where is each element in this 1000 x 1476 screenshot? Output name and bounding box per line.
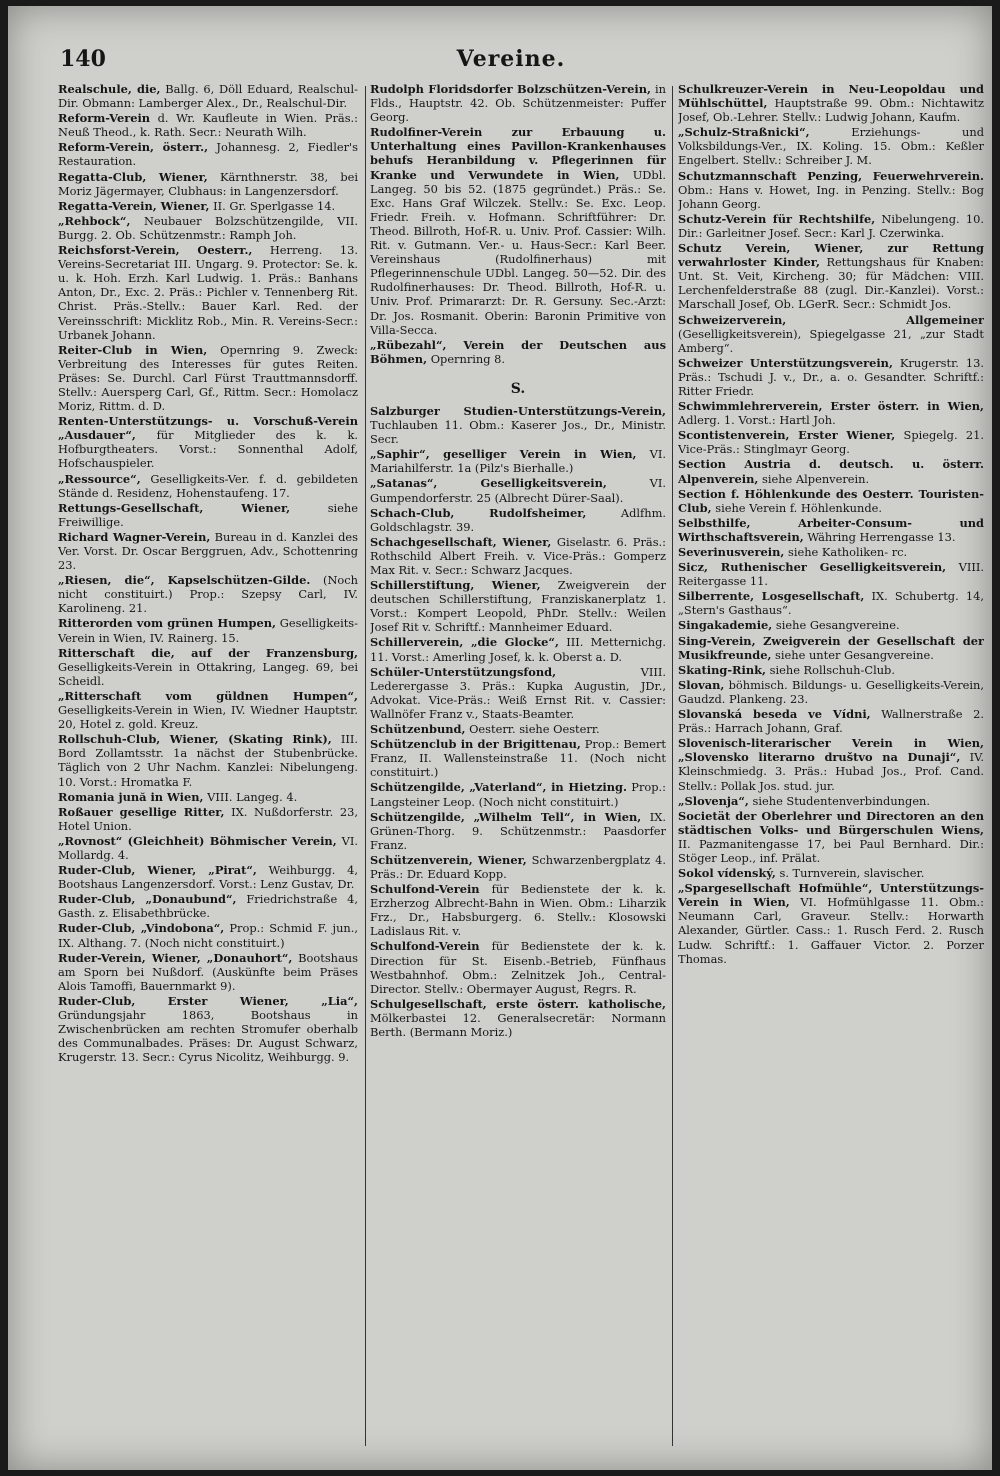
entry-heading: Ruder-Club, Wiener, „Pirat“, [58,863,257,878]
directory-entry [678,736,984,792]
entry-text: VI. Gumpendorferstr. 25 (Albrecht Dürer-Saal). [370,476,666,505]
entry-text: (Geselligkeitsverein), Spiegelgasse 21, „zur Stadt Amberg“. [678,326,984,355]
entry-heading: Selbsthilfe, Arbeiter-Consum- und Wirthschaftsverein, [678,515,984,544]
entry-heading: „Slovenja“, [678,793,749,808]
directory-entry [370,635,666,663]
entry-text: Geselligkeits-Verein in Wien, IV. Wiedner Hauptstr. 20, Hotel z. gold. Kreuz. [58,703,358,732]
directory-entry [370,476,666,504]
entry-text: siehe unter Gesangvereine. [775,647,934,662]
directory-entry [678,169,984,211]
entry-text: Schwarzenbergplatz 4. Präs.: Dr. Eduard Kopp. [370,852,666,881]
entry-text: VI. Hofmühlgasse 11. Obm.: Neumann Carl, Graveur. Stellv.: Horwarth Alexander, Gürtler. Cass.: 1. Rusch Ferd. 2. Rusch Ludw. Schriftf.: 1. Gaffauer Victor. 2. Porzer Thomas. [678,895,984,966]
directory-entry [678,487,984,515]
entry-text: siehe Gesangvereine. [775,618,900,633]
entry-text: Weihburgg. 4, Bootshaus Langenzersdorf. Vorst.: Lenz Gustav, Dr. [58,863,358,892]
entry-text: VIII. Langeg. 4. [207,789,298,804]
entry-heading: „Spargesellschaft Hofmühle“, Unterstützungs-Verein in Wien, [678,881,984,910]
entry-heading: Sicz, Ruthenischer Geselligkeitsverein, [678,560,947,575]
entry-text: siehe Katholiken- rc. [787,545,908,559]
directory-entry [678,809,984,865]
entry-text: III. Bord Zollamtsstr. 1a nächst der Stubenbrücke. Täglich von 2 Uhr Nachm. Kanzlei: Nibelungeng. 10. Vorst.: Hromatka F. [58,732,358,789]
entry-text: IX. Schubertg. 14, „Stern's Gasthaus“. [678,589,984,618]
directory-entry [58,834,358,862]
entry-text: siehe Rollschuh-Club. [769,662,895,677]
directory-entry [370,447,666,475]
directory-entry [678,516,984,544]
entry-text: Geselligkeits-Ver. f. d. gebildeten Stände d. Residenz, Hohenstaufeng. 17. [58,471,358,500]
entry-text: (Noch nicht constituirt.) Prop.: Szepsy Carl, IV. Karolineng. 21. [58,573,358,616]
entry-text: Tuchlauben 11. Obm.: Kaserer Jos., Dr., Ministr. Secr. [370,418,666,447]
entry-heading: Ruder-Club, Erster Wiener, „Lia“, [58,993,358,1008]
directory-entry [370,722,666,736]
entry-heading: Section Austria d. deutsch. u. österr. Alpenverein, [678,457,984,486]
entry-text: Bootshaus am Sporn bei Nußdorf. (Auskünfte beim Präses Alois Tamoffi, Bauernmarkt 9). [58,950,358,993]
entry-text: Neubauer Bolzschützengilde, VII. Burgg. 2. Ob. Schützenmstr.: Ramph Joh. [58,213,358,242]
entry-heading: Schutzmannschaft Penzing, Feuerwehrverein. [678,168,984,183]
entry-heading: Ruder-Verein, Wiener, „Donauhort“, [58,950,293,965]
entry-text: Adlerg. 1. Vorst.: Hartl Joh. [678,413,836,428]
entry-heading: Richard Wagner-Verein, [58,529,211,544]
directory-entry [370,853,666,881]
directory-entry [678,663,984,677]
entry-text: für Bedienstete der k. k. Erzherzog Albrecht-Bahn in Wien. Obm.: Liharzik Frz., Dr., Habsburgerg. 6. Stellv.: Klosowski Ladislaus Rit. v. [370,882,666,939]
directory-entry [370,338,666,366]
directory-entry [58,111,358,139]
entry-text: Hauptstraße 99. Obm.: Nichtawitz Josef, Ob.-Lehrer. Stellv.: Ludwig Johann, Kaufm. [678,96,984,125]
directory-entry [678,707,984,735]
entry-text: Ballg. 6, Döll Eduard, Realschul-Dir. Obmann: Lamberger Alex., Dr., Realschul-Dir. [58,82,358,111]
column-2 [370,82,666,1452]
entry-text: Johannesg. 2, Fiedler's Restauration. [58,140,358,169]
entry-text: böhmisch. Bildungs- u. Geselligkeits-Verein, Gaudzd. Plankeng. 23. [678,677,984,706]
entry-text: Wallnerstraße 2. Präs.: Harrach Johann, Graf. [678,707,984,736]
directory-page [8,6,992,1470]
entry-text: Prop.: Bemert Franz, II. Wallensteinstraße 11. (Noch nicht constituirt.) [370,737,666,780]
entry-heading: Slovenisch-literarischer Verein in Wien, „Slovensko literarno društvo na Dunaji“, [678,736,984,765]
directory-entry [678,82,984,124]
entry-heading: Societät der Oberlehrer und Directoren an den städtischen Volks- und Bürgerschulen Wiens, [678,808,984,837]
entry-heading: „Ritterschaft vom güldnen Humpen“, [58,688,358,703]
entry-text: UDbl. Langeg. 50 bis 52. (1875 gegründet.) Präs.: Se. Exc. Hans Graf Wilczek. Stellv.: Se. Exc. Leop. Friedr. Freih. v. Hofmann. Schriftführer: Dr. Theod. Billroth, Hof-R. u. Univ. Prof. Cassier: Wilh. Rit. v. Gutmann. Ver.- u. Haus-Secr.: Karl Beer. Vereinshaus (Rudolfinerhaus) mit Pflegerinnenschule UDbl. Langeg. 50—52. Dir. des Rudolfinerhauses: Dr. Theod. Billroth, Hof-R. u. Univ. Prof. Primararzt: Dr. R. Gersuny. Sec.-Arzt: Dr. Jos. Rosmanit. Oberin: Baronin Primitive von Villa-Secca. [370,167,666,337]
column-3 [678,82,984,1452]
directory-entry [678,399,984,427]
entry-heading: Reichsforst-Verein, Oesterr., [58,243,253,258]
directory-entry [58,805,358,833]
entry-heading: „Rovnost“ (Gleichheit) Böhmischer Verein, [58,833,337,848]
entry-heading: Silberrente, Losgesellschaft, [678,589,865,604]
entry-heading: Singakademie, [678,618,773,633]
directory-entry [370,737,666,779]
entry-text: Geselligkeits-Verein in Wien, IV. Rainerg. 15. [58,616,358,645]
directory-entry [678,618,984,632]
entry-heading: Ruder-Club, „Donaubund“, [58,892,237,907]
entry-heading: Sokol vídenský, [678,866,776,881]
entry-heading: Schutz-Verein für Rechtshilfe, [678,211,876,226]
entry-heading: Schillerverein, „die Glocke“, [370,635,559,650]
entry-text: Adlfhm. Goldschlagstr. 39. [370,505,666,534]
directory-entry [58,689,358,731]
entry-text: Giselastr. 6. Präs.: Rothschild Albert Freih. v. Vice-Präs.: Gomperz Max Rit. v. Secr.: Schwarz Jacques. [370,534,666,577]
entry-heading: Schutz Verein, Wiener, zur Rettung verwahrloster Kinder, [678,241,984,270]
entry-heading: Sing-Verein, Zweigverein der Gesellschaft der Musikfreunde, [678,633,984,662]
entry-text: Erziehungs- und Volksbildungs-Ver., IX. Koling. 15. Obm.: Keßler Engelbert. Stellv.: Schreiber J. M. [678,125,984,168]
directory-entry [678,634,984,662]
entry-text: siehe Studentenverbindungen. [752,793,931,808]
entry-heading: Rudolph Floridsdorfer Bolzschützen-Verein, [370,82,651,96]
directory-entry [370,506,666,534]
entry-heading: „Riesen, die“, Kapselschützen-Gilde. [58,573,311,588]
entry-text: Nibelungeng. 10. Dir.: Garleitner Josef. Secr.: Karl J. Czerwinka. [678,211,984,240]
directory-entry [58,501,358,529]
entry-heading: Schweizer Unterstützungsverein, [678,355,893,370]
entry-heading: Schüler-Unterstützungsfond, [370,664,557,679]
entry-heading: Severinusverein, [678,545,785,559]
entry-text: IX. Nußdorferstr. 23, Hotel Union. [58,804,358,833]
entry-text: Gründungsjahr 1863, Bootshaus in Zwischenbrücken am rechten Stromufer oberhalb des Communalbades. Präses: Dr. August Schwarz, Krugerstr. 13. Secr.: Cyrus Nicolitz, Weihburgg. 9. [58,1008,358,1065]
directory-entry [58,994,358,1064]
entry-text: Friedrichstraße 4, Gasth. z. Elisabethbrücke. [58,892,358,921]
directory-entry [678,313,984,355]
entry-text: Krugerstr. 13. Präs.: Tschudi J. v., Dr., a. o. Gesandter. Schriftf.: Ritter Friedr. [678,355,984,398]
directory-entry [678,125,984,167]
directory-entry [370,125,666,336]
directory-entry [58,82,358,110]
entry-heading: Scontistenverein, Erster Wiener, [678,428,896,443]
entry-heading: Schweizerverein, Allgemeiner [678,312,984,327]
directory-entry [370,82,666,124]
entry-text: Rettungshaus für Knaben: Unt. St. Veit, Kircheng. 30; für Mädchen: VIII. Lerchenfelderstraße 88 (zugl. Dir.-Kanzlei). Vorst.: Marschall Josef, Ob. LGerR. Secr.: Schmidt Jos. [678,255,984,312]
directory-entry [678,457,984,485]
directory-entry [58,790,358,804]
directory-entry [678,356,984,398]
entry-text: VIII. Lederergasse 3. Präs.: Kupka Augustin, JDr., Advokat. Vice-Präs.: Weiß Ernst Rit. v. Cassier: Wallnöfer Franz v., Staats-Beamter. [370,664,666,721]
entry-text: s. Turnverein, slavischer. [779,866,925,881]
entry-text: Mölkerbastei 12. Generalsecretär: Normann Berth. (Bermann Moriz.) [370,1010,666,1039]
entry-text: Zweigverein der deutschen Schillerstiftung, Franziskanerplatz 1. Vorst.: Kompert Leopold, PhDr. Stellv.: Weilen Josef Rit v. Schriftf.: Mannheimer Eduard. [370,578,666,635]
entry-heading: „Ressource“, [58,471,141,486]
entry-heading: Schulgesellschaft, erste österr. katholische, [370,996,666,1011]
entry-heading: Schachgesellschaft, Wiener, [370,534,552,549]
entry-heading: Schwimmlehrerverein, Erster österr. in Wien, [678,399,984,414]
entry-heading: Ritterschaft die, auf der Franzensburg, [58,645,358,660]
directory-entry [370,665,666,721]
entry-heading: „Satanas“, Geselligkeitsverein, [370,476,607,491]
entry-text: Bureau in d. Kanzlei des Ver. Vorst. Dr. Oscar Berggruen, Adv., Schottenring 23. [58,529,358,573]
entry-text: VI. Mollardg. 4. [58,833,358,862]
directory-entry [678,881,984,966]
page-number: 140 [60,46,106,72]
entry-heading: Rollschuh-Club, Wiener, (Skating Rink), [58,732,332,747]
directory-entry [58,573,358,615]
entry-heading: Regatta-Club, Wiener, [58,169,208,184]
entry-heading: Ritterorden vom grünen Humpen, [58,616,276,631]
entry-text: IX. Grünen-Thorg. 9. Schützenmstr.: Paasdorfer Franz. [370,809,666,852]
entry-text: VIII. Reitergasse 11. [678,560,984,589]
directory-entry [370,810,666,852]
entry-heading: Section f. Höhlenkunde des Oesterr. Touristen-Club, [678,486,984,515]
directory-entry [370,939,666,995]
directory-entry [58,170,358,198]
entry-heading: Slovanská beseda ve Vídni, [678,707,871,722]
directory-entry [370,404,666,446]
page-header [60,46,962,80]
entry-heading: Romania jună in Wien, [58,789,204,804]
entry-text: Prop.: Schmid F. jun., IX. Althang. 7. (Noch nicht constituirt.) [58,921,358,950]
entry-heading: Salzburger Studien-Unterstützungs-Verein, [370,403,666,418]
entry-heading: Schillerstiftung, Wiener, [370,578,541,593]
entry-heading: Reform-Verein [58,111,151,126]
directory-entry [58,921,358,949]
entry-heading: Reform-Verein, österr., [58,140,209,155]
directory-entry [58,530,358,572]
entry-heading: Schulfond-Verein [370,882,480,897]
directory-entry [58,243,358,342]
entry-text: Kärnthnerstr. 38, bei Moriz Jägermayer, Clubhaus: in Langenzersdorf. [58,169,358,198]
directory-entry [58,616,358,644]
entry-text: Geselligkeits-Verein in Ottakring, Langeg. 69, bei Scheidl. [58,659,358,688]
directory-entry [58,343,358,413]
entry-text: für Mitglieder des k. k. Hofburgtheaters. Vorst.: Sonnenthal Adolf, Hofschauspieler. [58,428,358,471]
entry-text: Obm.: Hans v. Howet, Ing. in Penzing. Stellv.: Bog Johann Georg. [678,182,984,211]
section-letter: S. [510,380,526,397]
directory-entry [58,199,358,213]
entry-heading: Schützenverein, Wiener, [370,852,527,867]
entry-text: für Bedienstete der k. k. Direction für St. Eisenb.-Betrieb, Fünfhaus Westbahnhof. Obm.: Zelnitzek Joh., Central-Director. Stellv.: Obermayer August, Regrs. R. [370,939,666,996]
entry-heading: Schützenclub in der Brigittenau, [370,737,581,752]
directory-entry [678,212,984,240]
directory-entry [58,951,358,993]
entry-heading: Schach-Club, Rudolfsheimer, [370,505,587,520]
column-1 [58,82,358,1452]
entry-heading: Rettungs-Gesellschaft, Wiener, [58,500,291,515]
directory-entry [678,560,984,588]
entry-text: siehe Verein f. Höhlenkunde. [715,500,882,515]
entry-text: siehe Freiwillige. [58,500,358,529]
directory-entry [370,780,666,808]
columns [58,82,988,1452]
entry-heading: Schulkreuzer-Verein in Neu-Leopoldau und Mühlschüttel, [678,82,984,111]
entry-heading: „Saphir“, geselliger Verein in Wien, [370,447,637,462]
directory-entry [58,140,358,168]
entry-heading: Ruder-Club, „Vindobona“, [58,921,225,936]
running-title: Vereine. [456,46,566,72]
directory-entry [58,732,358,788]
directory-entry [678,678,984,706]
entry-text: Währing Herrengasse 13. [807,529,956,544]
directory-entry [58,892,358,920]
entry-text: d. Wr. Kaufleute in Wien. Präs.: Neuß Theod., k. Rath. Secr.: Neurath Wilh. [58,111,358,140]
directory-entry [678,589,984,617]
entry-heading: Schützenbund, [370,722,466,737]
directory-entry [678,428,984,456]
directory-entry [370,535,666,577]
entry-text: VI. Mariahilferstr. 1a (Pilz's Bierhalle.) [370,447,666,476]
entry-text: Oesterr. siehe Oesterr. [469,722,600,737]
entry-text: Herreng. 13. Vereins-Secretariat III. Ungarg. 9. Protector: Se. k. u. k. Hoh. Erzh. Karl Ludwig. 1. Präs.: Banhans Anton, Dr., Exc. 2. Präs.: Pichler v. Tennenberg Rit. Christ. Präs.-Stellv.: Bauer Karl. Red. der Vereinsschrift: Micklitz Rob., Min. R. Vereins-Secr.: Urbanek Johann. [58,243,358,342]
entry-heading: Regatta-Verein, Wiener, [58,198,210,213]
entry-heading: Roßauer gesellige Ritter, [58,804,225,819]
directory-entry [58,414,358,470]
entry-heading: Rudolfiner-Verein zur Erbauung u. Unterhaltung eines Pavillon-Krankenhauses behufs Heranbildung v. Pflegerinnen für Kranke und Verwundete in Wien, [370,125,666,182]
entry-text: II. Pazmanitengasse 17, bei Paul Bernhard. Dir.: Stöger Leop., inf. Prälat. [678,836,984,865]
entry-text: III. Metternichg. 11. Vorst.: Amerling Josef, k. k. Oberst a. D. [370,635,666,664]
entry-heading: „Rübezahl“, Verein der Deutschen aus Böhmen, [370,337,666,366]
entry-text: in Flds., Hauptstr. 42. Ob. Schützenmeister: Puffer Georg. [370,82,666,125]
entry-text: Opernring 8. [430,351,506,366]
directory-entry [370,578,666,634]
directory-entry [678,866,984,880]
directory-entry [678,794,984,808]
entry-heading: „Rehbock“, [58,213,131,228]
entry-heading: Schützengilde, „Wilhelm Tell“, in Wien, [370,809,642,824]
entry-heading: Slovan, [678,677,725,692]
entry-heading: Renten-Unterstützungs- u. Vorschuß-Verein „Ausdauer“, [58,414,358,443]
entry-heading: Reiter-Club in Wien, [58,342,208,357]
directory-entry [370,997,666,1039]
entry-text: II. Gr. Sperlgasse 14. [213,198,336,213]
entry-text: IV. Kleinschmiedg. 3. Präs.: Hubad Jos., Prof. Cand. Stellv.: Pollak Jos. stud. jur. [678,750,984,793]
directory-entry [370,882,666,938]
directory-entry [678,241,984,311]
entry-heading: Schützengilde, „Vaterland“, in Hietzing. [370,780,627,795]
entry-heading: „Schulz-Straßnicki“, [678,125,810,140]
directory-entry [58,472,358,500]
entry-text: Prop.: Langsteiner Leop. (Noch nicht constituirt.) [370,780,666,809]
entry-text: Spiegelg. 21. Vice-Präs.: Stinglmayr Georg. [678,428,984,457]
directory-entry [678,545,984,559]
directory-entry [58,214,358,242]
directory-entry [58,646,358,688]
directory-entry [58,863,358,891]
entry-text: siehe Alpenverein. [761,471,870,486]
entry-heading: Skating-Rink, [678,662,766,677]
entry-heading: Schulfond-Verein [370,939,480,954]
entry-text: Opernring 9. Zweck: Verbreitung des Interesses für gutes Reiten. Präses: Se. Durchl. Carl Fürst Trauttmannsdorff. Stellv.: Auersperg Carl, Gf., Rittm. Secr.: Homolacz Moriz, Rittm. d. D. [58,342,358,414]
entry-heading: Realschule, die, [58,82,161,96]
